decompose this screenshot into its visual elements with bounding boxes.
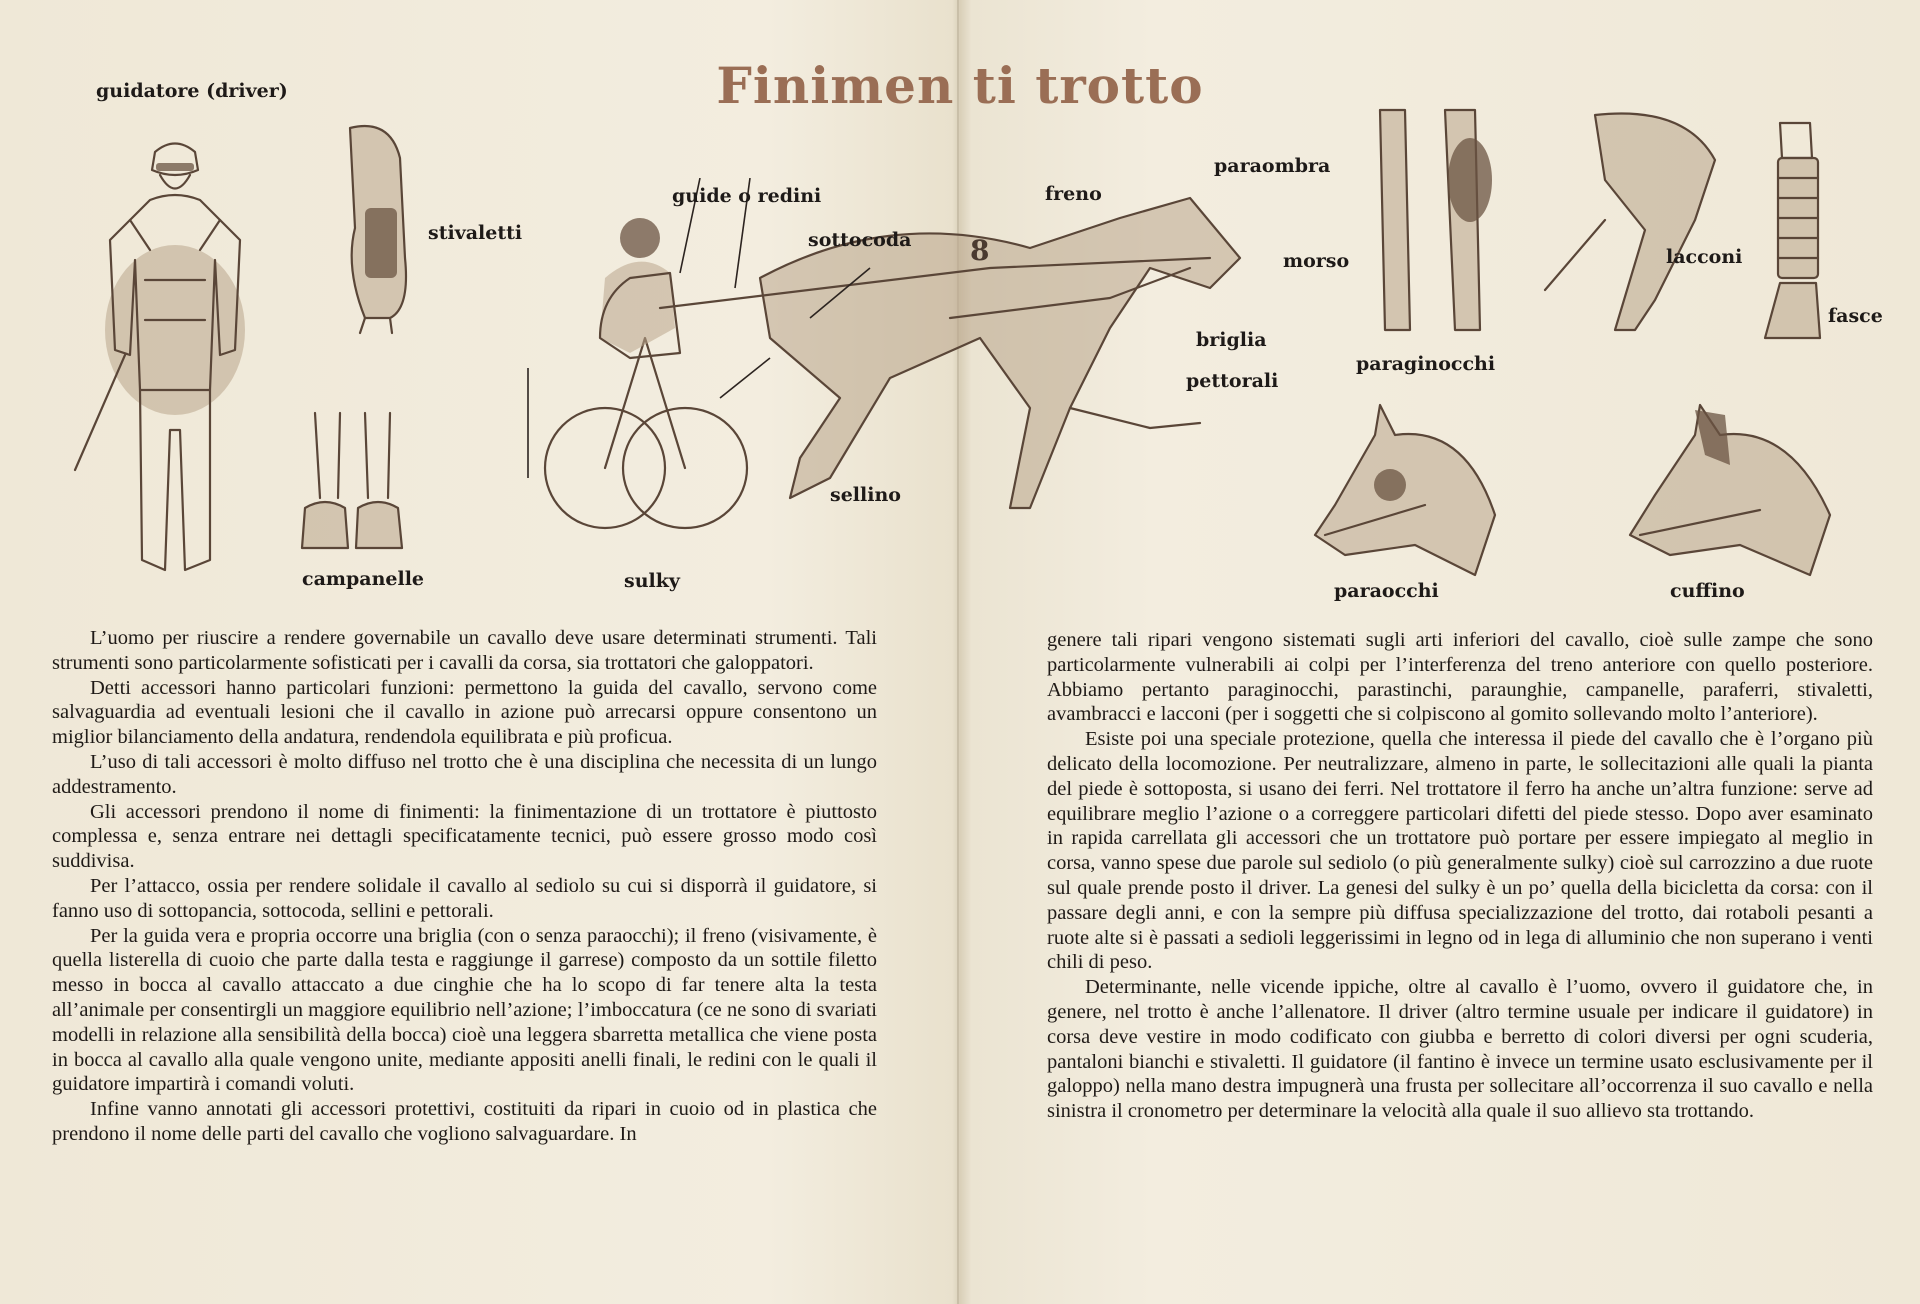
stivaletti-illustration <box>330 118 430 338</box>
label-lacconi: lacconi <box>1666 246 1743 268</box>
race-number: 8 <box>970 234 990 267</box>
left-paragraph: Detti accessori hanno particolari funzioni: permettono la guida del cavallo, servono come salvaguardia ad eventuali lesioni che il cavallo in azione può arrecarsi oppure consentono un miglior bilanciamento della andatura, rendendola equilibrata e più proficua. <box>52 676 877 749</box>
right-paragraph: Esiste poi una speciale protezione, quella che interessa il piede del cavallo che è l’organo più delicato della locomozione. Per neutralizzare, almeno in parte, le sollecitazioni alle quali la pianta del piede è sottoposta, si usano dei ferri. Nel trottatore il ferro ha anche un’altra funzione: serve ad equilibrare meglio l’azione o a correggere particolari difetti del piede stesso. Dopo aver esaminato in rapida carrellata gli accessori che un trottatore può portare per essere impiegato al meglio in corsa, vanno spese due parole sul sediolo (o più generalmente sulky) cioè sul carrozzino a due ruote sul quale prende posto il driver. La genesi del sulky è un po’ quella della bicicletta da corsa: con il passare degli anni, e con la sempre più diffusa specializzazione del trotto, dai rotaboli pesanti a ruote alte si è passati a sedioli leggerissimi in legno od in lega di alluminio che non superano i venti chili di peso. <box>1047 728 1873 974</box>
left-paragraph: L’uso di tali accessori è molto diffuso nel trotto che è una disciplina che necessita di un lungo addestramento. <box>52 750 877 798</box>
paraginocchi-illustration <box>1365 100 1515 340</box>
left-paragraph: L’uomo per riuscire a rendere governabile un cavallo deve usare determinati strumenti. Tali strumenti sono particolarmente sofisticati per i cavalli da corsa, sia trottatori che galoppatori. <box>52 627 877 674</box>
label-briglia: briglia <box>1196 329 1267 351</box>
lacconi-illustration <box>1535 100 1730 340</box>
label-paraocchi: paraocchi <box>1334 580 1439 602</box>
label-fasce: fasce <box>1828 305 1883 327</box>
right-paragraph: genere tali ripari vengono sistemati sugli arti inferiori del cavallo, cioè sulle zampe che sono particolarmente vulnerabili ai colpi per l’interferenza del treno anteriore con quello posteriore. Abbiamo pertanto paraginocchi, parastinchi, paraunghie, campanelle, paraferri, stivaletti, avambracci e lacconi (per i soggetti che si colpiscono al gomito sollevando molto l’anteriore). <box>1047 629 1873 726</box>
label-sulky: sulky <box>624 570 680 592</box>
paraocchi-illustration <box>1305 395 1505 595</box>
label-sellino: sellino <box>830 484 901 506</box>
label-paraginocchi: paraginocchi <box>1356 353 1496 375</box>
right-paragraph: Determinante, nelle vicende ippiche, oltre al cavallo è l’uomo, ovvero il guidatore che, in genere, nel trotto è anche l’allenatore. Il driver (altro termine usuale per indicare il guidatore) in corsa deve vestire in modo codificato con giubba e berretto di colori diversi per ogni scuderia, pantaloni bianchi e stivaletti. Il guidatore (il fantino è invece un termine usato esclusivamente per il galoppo) nella mano destra impugnerà una frusta per sollecitare all’occorrenza il suo cavallo e nella sinistra il cronometro per determinare la velocità alla quale il suo allievo sta trottando. <box>1047 976 1873 1123</box>
cuffino-illustration <box>1620 395 1840 595</box>
label-paraombra: paraombra <box>1214 155 1331 177</box>
left-paragraph: Per la guida vera e propria occorre una briglia (con o senza paraocchi); il freno (visivamente, è quella listerella di cuoio che parte dalla testa e raggiunge il garrese) composto da un sottile filetto messo in bocca al cavallo attaccato a due cinghie che ha lo scopo di far tenere alta la testa all’animale per consentirgli un maggiore equilibrio nell’azione; l’imboccatura (ce ne sono di svariati modelli in relazione alla sensibilità della bocca) cioè una leggera sbarretta metallica che viene posta in bocca al cavallo alla quale vengono unite, mediante appositi anelli finali, le redini con le quali il guidatore impartirà i comandi voluti. <box>52 924 877 1096</box>
campanelle-illustration <box>300 408 410 558</box>
label-pettorali: pettorali <box>1186 370 1279 392</box>
left-paragraph: Per l’attacco, ossia per rendere solidale il cavallo al sediolo su cui si disporrà il guidatore, si fanno uso di sottopancia, sottocoda, sellini e pettorali. <box>52 874 877 922</box>
label-morso: morso <box>1283 250 1350 272</box>
label-freno: freno <box>1045 183 1102 205</box>
label-guide: guide o redini <box>672 185 822 207</box>
left-paragraph: Gli accessori prendono il nome di finimenti: la finimentazione di un trottatore è piuttosto complessa e, senza entrare nei dettagli specificatamente tecnici, può essere grosso modo così suddivisa. <box>52 800 877 873</box>
label-campanelle: campanelle <box>302 568 425 590</box>
label-sottocoda: sottocoda <box>808 229 912 251</box>
label-cuffino: cuffino <box>1670 580 1745 602</box>
label-stivaletti: stivaletti <box>428 222 523 244</box>
right-text-column <box>1047 628 1873 1124</box>
label-driver: guidatore (driver) <box>96 80 288 102</box>
driver-illustration <box>70 130 300 585</box>
left-text-column <box>52 626 877 1147</box>
left-paragraph: Infine vanno annotati gli accessori protettivi, costituiti da ripari in cuoio od in plastica che prendono il nome delle parti del cavallo che vogliono salvaguardare. In <box>52 1098 877 1145</box>
page-title: Finimen ti trotto <box>716 56 1204 115</box>
